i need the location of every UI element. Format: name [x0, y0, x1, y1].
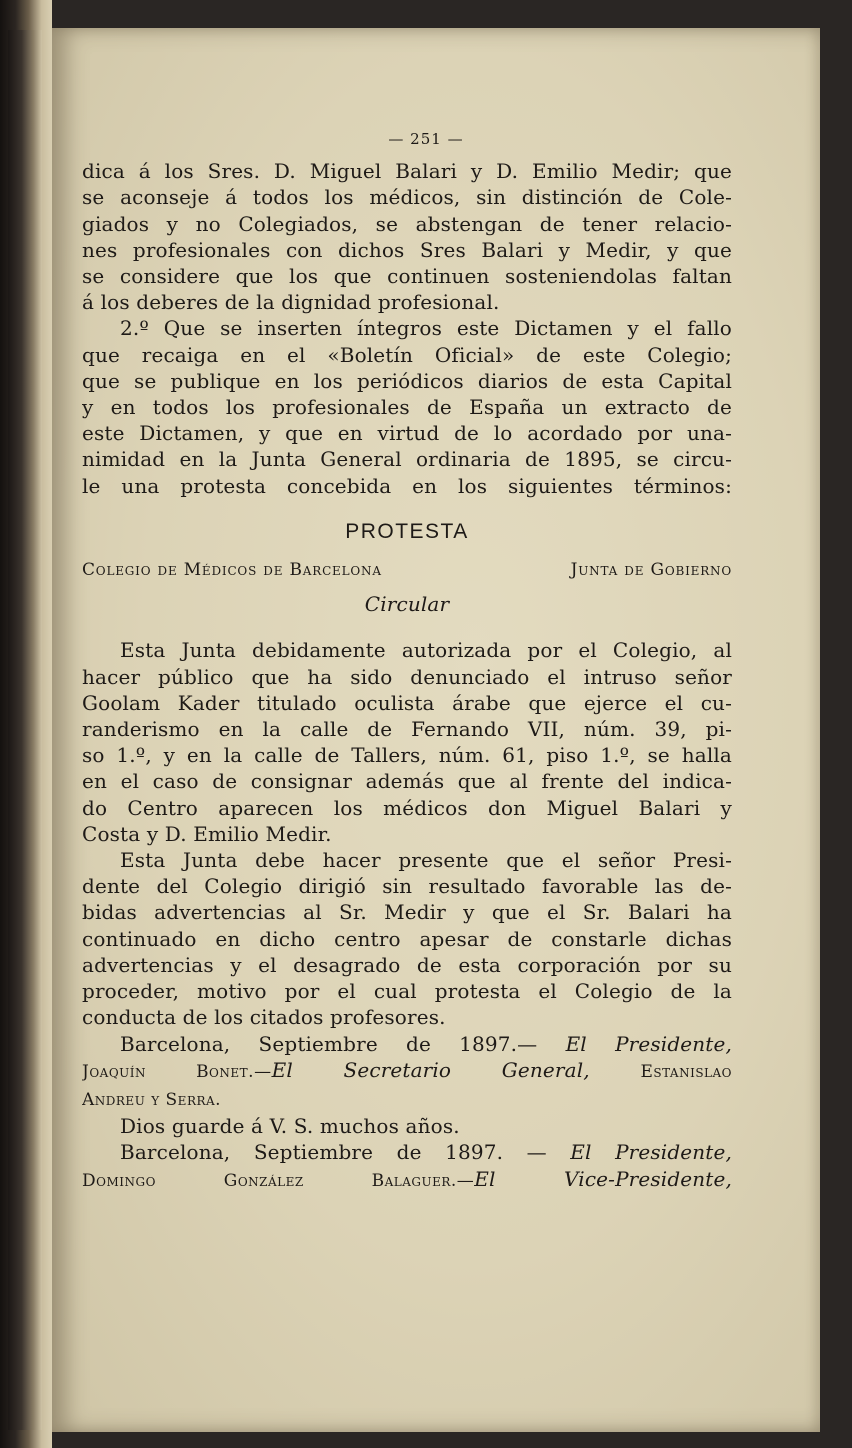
- text-line: le una protesta concebida en los siguientes términos:: [82, 473, 732, 498]
- letterhead-left: Colegio de Médicos de Barcelona: [82, 560, 382, 581]
- text-line: [82, 1057, 732, 1085]
- circular-title: Circular: [364, 592, 450, 617]
- text-line: giados y no Colegiados, se abstengan de tener relacio-: [82, 211, 732, 236]
- signature-date: Barcelona, Septiembre de 1897.—: [120, 1031, 538, 1056]
- text-line: y en todos los profesionales de España un extracto de: [82, 395, 732, 420]
- paragraph-2: [82, 315, 732, 498]
- text-line: [82, 1166, 732, 1194]
- text-line: á los deberes de la dignidad profesional.: [82, 290, 500, 315]
- text-line: proceder, motivo por el cual protesta el Colegio de la: [82, 979, 732, 1004]
- text-line: se considere que los que continuen sosteniendolas faltan: [82, 264, 732, 289]
- scan-border: [820, 0, 852, 1448]
- text-line: bidas advertencias al Sr. Medir y que el Sr. Balari ha: [82, 900, 732, 925]
- text-line: [82, 1085, 732, 1113]
- text-line: este Dictamen, y que en virtud de lo acordado por una-: [82, 421, 732, 446]
- signature-role: El Secretario General,: [271, 1057, 590, 1082]
- page-text: [82, 126, 732, 1194]
- text-line: continuado en dicho centro apesar de constarle dichas: [82, 926, 732, 951]
- text-line: [82, 1031, 732, 1057]
- text-line: Goolam Kader titulado oculista árabe que ejerce el cu-: [82, 690, 732, 715]
- text-line: Esta Junta debe hacer presente que el señor Presi-: [120, 848, 732, 873]
- text-line: Costa y D. Emilio Medir.: [82, 821, 332, 846]
- text-line: hacer público que ha sido denunciado el intruso señor: [82, 664, 732, 689]
- letterhead: [82, 557, 732, 583]
- signatory-name: Domingo González Balaguer.—: [82, 1170, 475, 1191]
- paragraph-4: [82, 847, 732, 1030]
- signatory-name: Joaquín Bonet.—: [82, 1061, 272, 1082]
- page-stack-edge: [8, 30, 42, 1430]
- text-line: randerismo en la calle de Fernando VII, núm. 39, pi-: [82, 717, 732, 742]
- signature-role: El Presidente,: [565, 1031, 732, 1056]
- letterhead-right: Junta de Gobierno: [570, 560, 732, 581]
- text-line: so 1.º, y en la calle de Tallers, núm. 61, piso 1.º, se halla: [82, 743, 732, 768]
- text-line: advertencias y el desagrado de esta corporación por su: [82, 952, 732, 977]
- text-line: do Centro aparecen los médicos don Miguel Balari y: [82, 795, 732, 820]
- text-line: que recaiga en el «Boletín Oficial» de este Colegio;: [82, 342, 732, 367]
- book-binding: [0, 0, 52, 1448]
- text-line: se aconseje á todos los médicos, sin distinción de Cole-: [82, 185, 732, 210]
- paragraph-3: [82, 637, 732, 847]
- book-page: [52, 28, 820, 1432]
- signature-block-1: [82, 1031, 732, 1114]
- text-line: [82, 1139, 732, 1165]
- text-line: 2.º Que se inserten íntegros este Dictamen y el fallo: [120, 316, 732, 341]
- text-line: dica á los Sres. D. Miguel Balari y D. Emilio Medir; que: [82, 159, 732, 184]
- closing-line: Dios guarde á V. S. muchos años.: [120, 1114, 460, 1139]
- text-line: nimidad en la Junta General ordinaria de 1895, se circu-: [82, 447, 732, 472]
- text-line: en el caso de consignar además que al frente del indica-: [82, 769, 732, 794]
- text-line: dente del Colegio dirigió sin resultado favorable las de-: [82, 874, 732, 899]
- page-number: — 251 —: [388, 130, 464, 148]
- text-line: que se publique en los periódicos diarios de esta Capital: [82, 368, 732, 393]
- paragraph-1: [82, 158, 732, 315]
- signature-date: Barcelona, Septiembre de 1897. —: [120, 1140, 547, 1165]
- signature-block-2: [82, 1139, 732, 1193]
- signature-role: El Vice-Presidente,: [474, 1166, 732, 1191]
- signature-role: El Presidente,: [570, 1140, 732, 1165]
- text-line: nes profesionales con dichos Sres Balari y Medir, y que: [82, 237, 732, 262]
- section-heading: PROTESTA: [345, 519, 469, 543]
- text-line: Esta Junta debidamente autorizada por el Colegio, al: [120, 638, 732, 663]
- signatory-name: Andreu y Serra.: [82, 1089, 222, 1110]
- text-line: conducta de los citados profesores.: [82, 1005, 446, 1030]
- signatory-name: Estanislao: [640, 1061, 732, 1082]
